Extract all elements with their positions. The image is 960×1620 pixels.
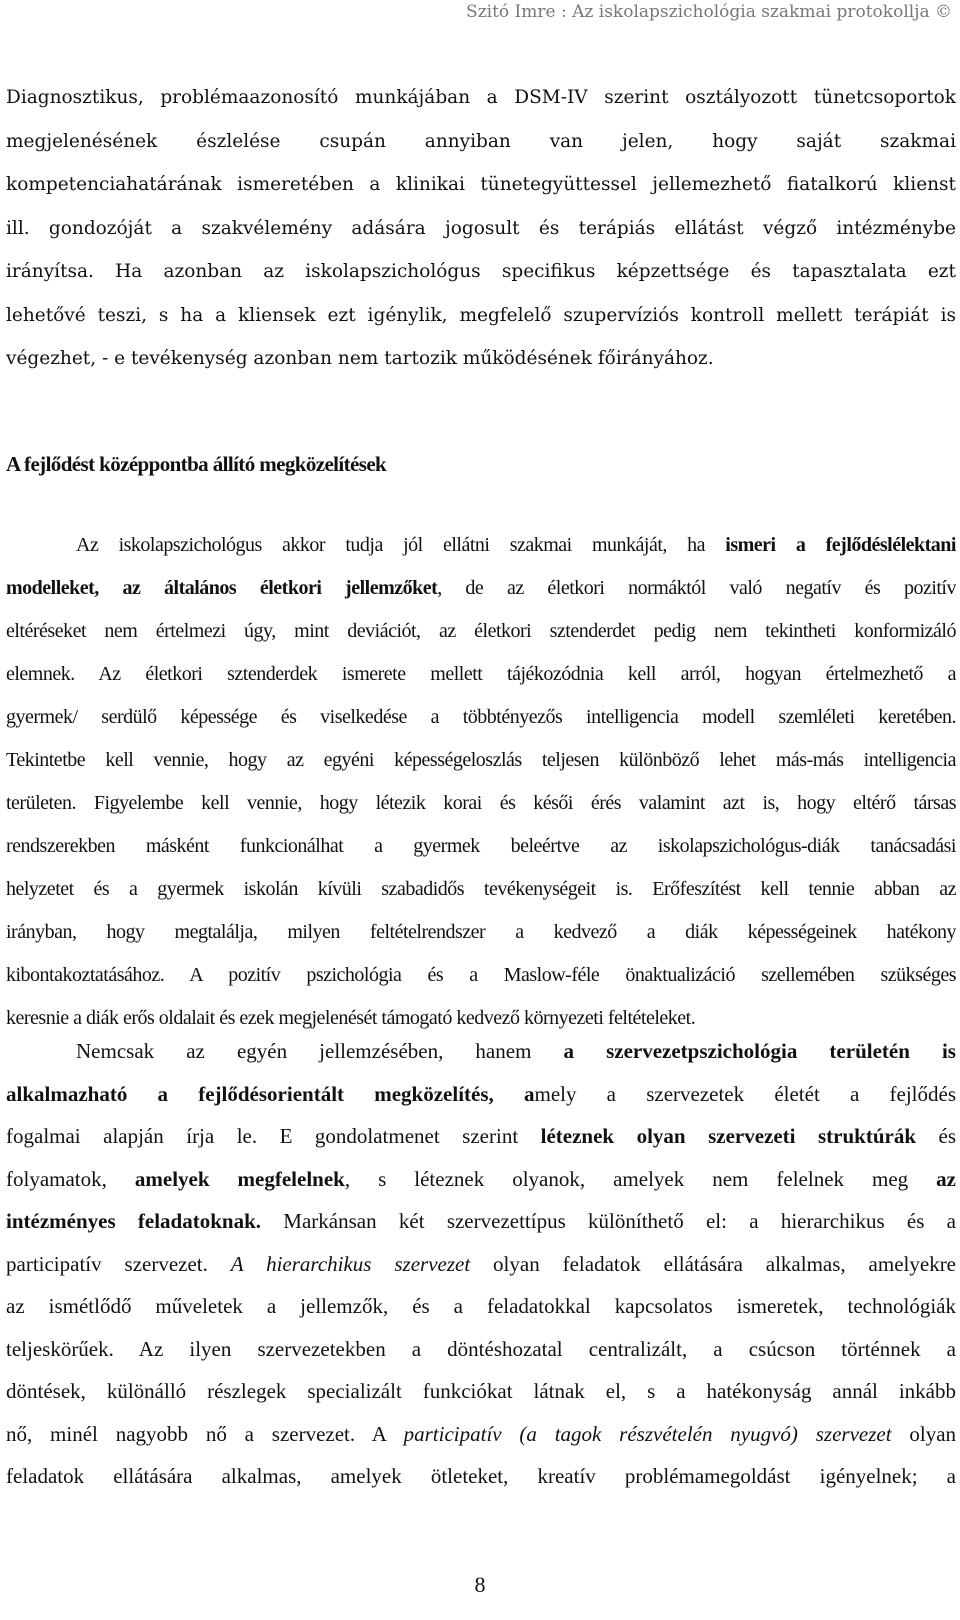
text-line: ill. gondozóját a szakvélemény adására jogosult és terápiás ellátást végző intézménybe: [6, 217, 956, 239]
text-run: és: [916, 1124, 956, 1148]
text-run: , de az életkori normáktól való negatív és pozitív: [437, 577, 956, 599]
text-run: nő, minél nagyobb nő a szervezet. A: [6, 1421, 404, 1446]
text-line: végezhet, - e tevékenység azonban nem tartozik működésének főirányához.: [6, 348, 714, 369]
text-run: Markánsan két szervezettípus különíthető el: a hierarchikus és a: [261, 1209, 956, 1233]
text-line: [6, 1073, 956, 1116]
text-line: rendszerekben másként funkcionálhat a gyermek beleértve az iskolapszichológus-diák tanácsadási: [6, 835, 956, 857]
text-line: feladatok ellátására alkalmas, amelyek ötleteket, kreatív problémamegoldást igényelnek; a: [6, 1464, 956, 1488]
text-line: [6, 1243, 956, 1286]
text-line: [6, 1158, 956, 1201]
text-run: fogalmai alapján írja le. E gondolatmenet szerint: [6, 1124, 541, 1148]
section-heading: A fejlődést középpontba állító megközelítések: [6, 452, 387, 476]
paragraph-development: [6, 524, 956, 1040]
text-line: teljeskörűek. Az ilyen szervezetekben a döntéshozatal centralizált, a csúcson történnek a: [6, 1336, 956, 1361]
text-line: [6, 1200, 956, 1243]
text-run: participatív szervezet.: [6, 1251, 231, 1276]
text-line: irányítsa. Ha azonban az iskolapszichológus specifikus képzettsége és tapasztalata ezt: [6, 261, 956, 282]
text-line: Diagnosztikus, problémaazonosító munkájában a DSM-IV szerint osztályozott tünetcsoportok: [6, 87, 956, 108]
bold-run: léteznek olyan szervezeti struktúrák: [540, 1124, 917, 1148]
text-line: [6, 1413, 956, 1456]
text-line: keresnie a diák erős oldalait és ezek megjelenését támogató kedvező környezeti feltételeket.: [6, 1007, 696, 1029]
text-line: lehetővé teszi, s ha a kliensek ezt igénylik, megfelelő szupervíziós kontroll mellett terápiát is: [6, 304, 956, 326]
text-line: gyermek/ serdülő képessége és viselkedése a többtényezős intelligencia modell szemléleti keretében.: [6, 706, 956, 728]
text-run: Az iskolapszichológus akkor tudja jól ellátni szakmai munkáját, ha: [76, 534, 726, 556]
text-line: eltéréseket nem értelmezi úgy, mint deviációt, az életkori sztenderdet pedig nem tekintheti konformizáló: [6, 620, 956, 642]
paragraph-organization: [6, 1030, 956, 1498]
italic-run: participatív (a tagok részvételén nyugvó) szervezet: [403, 1421, 892, 1446]
text-line: [6, 567, 956, 610]
text-line: döntések, különálló részlegek specializált funkciókat látnak el, s a hatékonyság annál inkább: [6, 1379, 956, 1403]
text-line: Tekintetbe kell vennie, hogy az egyéni képességeloszlás teljesen különböző lehet más-más intelligencia: [6, 749, 956, 771]
paragraph-diagnostic: [6, 76, 956, 381]
text-line: [6, 524, 956, 567]
bold-run: alkalmazható a fejlődésorientált megközelítés, a: [6, 1081, 535, 1106]
text-run: mely a szervezetek életét a fejlődés: [534, 1081, 956, 1106]
text-line: az ismétlődő műveletek a jellemzők, és a feladatokkal kapcsolatos ismeretek, technológiák: [6, 1294, 956, 1318]
bold-run: amelyek megfelelnek: [134, 1166, 345, 1191]
text-line: helyzetet és a gyermek iskolán kívüli szabadidős tevékenységeit is. Erőfeszítést kell tennie abban az: [6, 878, 956, 900]
text-line: [6, 1030, 956, 1073]
bold-run: modelleket, az általános életkori jellemzőket: [6, 577, 438, 599]
page-number: 8: [474, 1572, 486, 1597]
text-line: megjelenésének észlelése csupán annyiban van jelen, hogy saját szakmai: [6, 130, 956, 152]
text-line: kompetenciahatárának ismeretében a klinikai tünetegyüttessel jellemezhető fiatalkorú klienst: [6, 174, 956, 195]
text-line: kibontakoztatásához. A pozitív pszichológia és a Maslow-féle önaktualizáció szellemében szükséges: [6, 964, 956, 986]
text-run: folyamatok,: [6, 1166, 135, 1191]
running-header: Szitó Imre : Az iskolapszichológia szakmai protokollja ©: [466, 2, 952, 22]
text-line: [6, 1115, 956, 1158]
bold-run: az: [936, 1166, 956, 1191]
text-line: elemnek. Az életkori sztenderdek ismerete mellett tájékozódnia kell arról, hogyan értelmezhető a: [6, 663, 956, 685]
text-run: Nemcsak az egyén jellemzésében, hanem: [76, 1039, 564, 1063]
bold-run: intézményes feladatoknak.: [6, 1209, 262, 1233]
text-run: olyan: [891, 1421, 956, 1446]
bold-run: ismeri a fejlődéslélektani: [725, 534, 956, 556]
text-run: olyan feladatok ellátására alkalmas, amelyekre: [470, 1251, 956, 1276]
text-line: irányban, hogy megtalálja, milyen feltételrendszer a kedvező a diák képességeinek hatékony: [6, 921, 956, 943]
italic-run: A hierarchikus szervezet: [230, 1251, 471, 1276]
text-line: területen. Figyelembe kell vennie, hogy létezik korai és késői érés valamint azt is, hogy eltérő társas: [6, 792, 956, 814]
text-run: , s léteznek olyanok, amelyek nem felelnek meg: [344, 1166, 937, 1191]
bold-run: a szervezetpszichológia területén is: [563, 1039, 956, 1063]
